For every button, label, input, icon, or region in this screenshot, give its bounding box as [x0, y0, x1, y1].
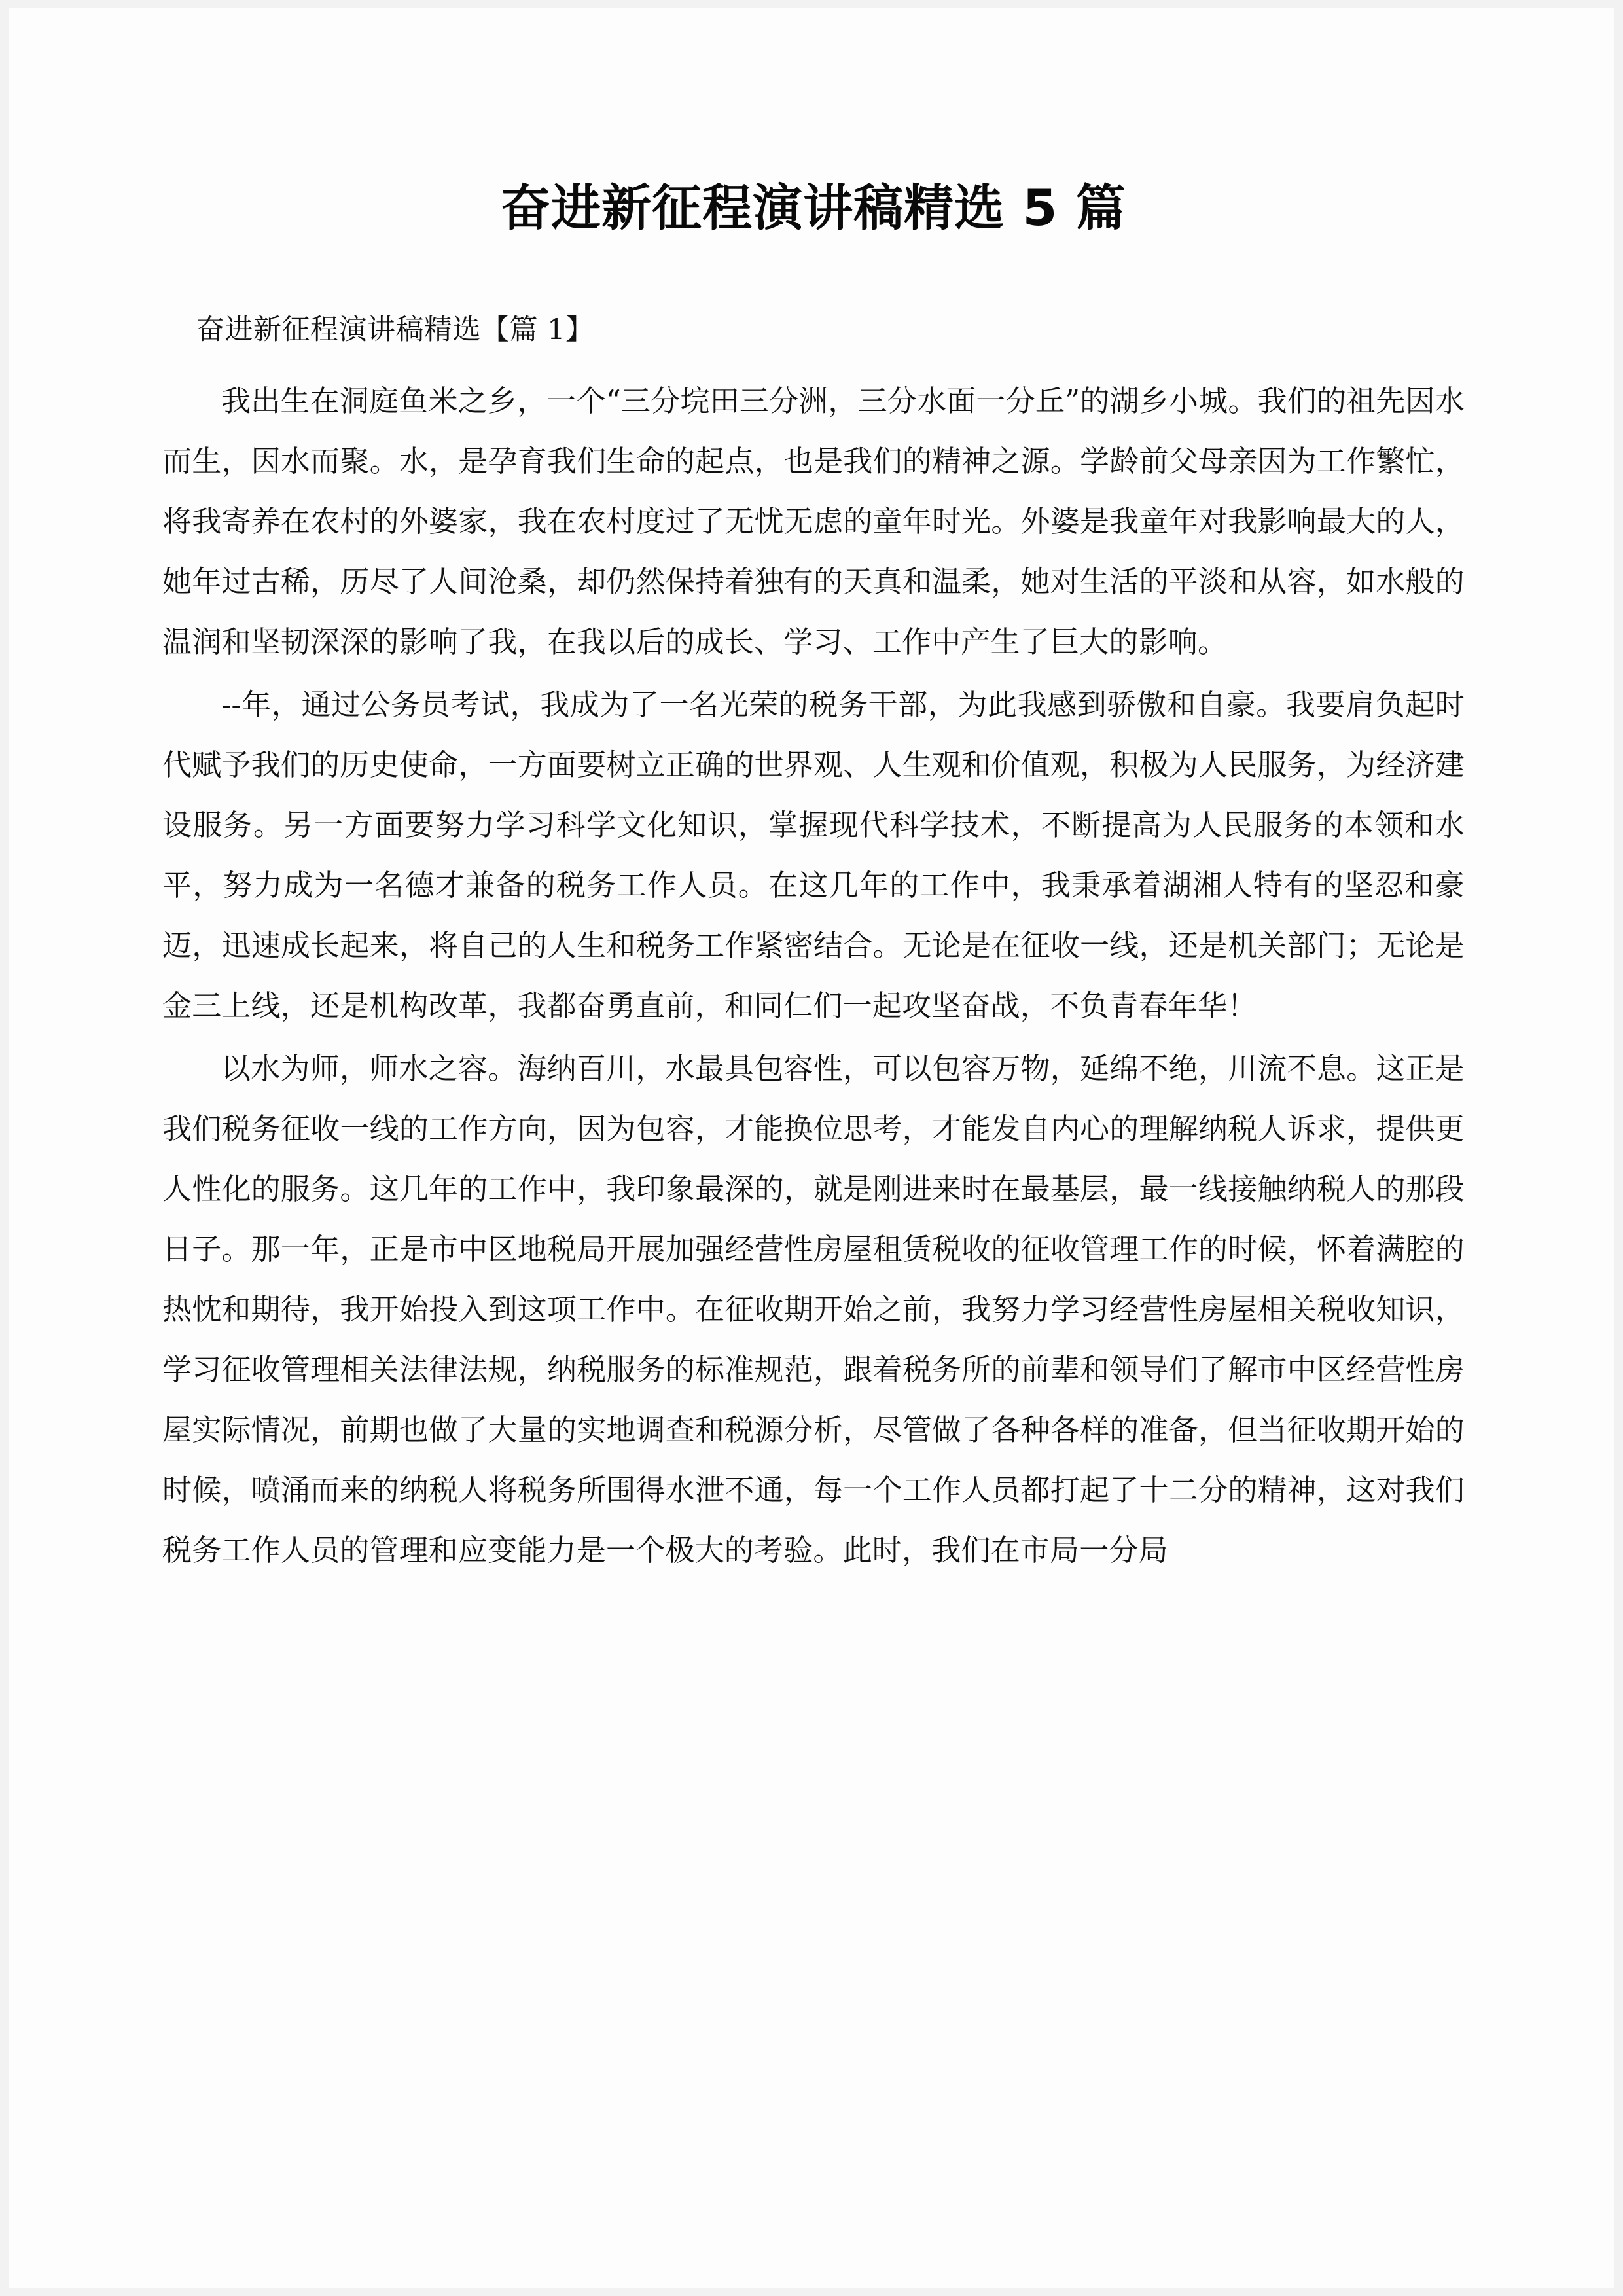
section-label: 奋进新征程演讲稿精选【篇 1】 [196, 313, 594, 346]
page-content [162, 0, 1465, 2296]
page-edge-right [1614, 0, 1623, 2296]
paragraph-1: 我出生在洞庭鱼米之乡，一个“三分垸田三分洲，三分水面一分丘”的湖乡小城。我们的祖先因水而生，因水而聚。水，是孕育我们生命的起点，也是我们的精神之源。学龄前父母亲因为工作繁忙，将我寄养在农村的外婆家，我在农村度过了无忧无虑的童年时光。外婆是我童年对我影响最大的人，她年过古稀，历尽了人间沧桑，却仍然保持着独有的天真和温柔，她对生活的平淡和从容，如水般的温润和坚韧深深的影响了我，在我以后的成长、学习、工作中产生了巨大的影响。 [162, 383, 1465, 659]
body-text [162, 349, 1465, 1581]
paragraph-2: --年，通过公务员考试，我成为了一名光荣的税务干部，为此我感到骄傲和自豪。我要肩负起时代赋予我们的历史使命，一方面要树立正确的世界观、人生观和价值观，积极为人民服务，为经济建设服务。另一方面要努力学习科学文化知识，掌握现代科学技术，不断提高为人民服务的本领和水平，努力成为一名德才兼备的税务工作人员。在这几年的工作中，我秉承着湖湘人特有的坚忍和豪迈，迅速成长起来，将自己的人生和税务工作紧密结合。无论是在征收一线，还是机关部门；无论是金三上线，还是机构改革，我都奋勇直前，和同仁们一起攻坚奋战，不负青春年华！ [162, 687, 1465, 1023]
page-edge-left [0, 0, 9, 2296]
paragraph-3: 以水为师，师水之容。海纳百川，水最具包容性，可以包容万物，延绵不绝，川流不息。这正是我们税务征收一线的工作方向，因为包容，才能换位思考，才能发自内心的理解纳税人诉求，提供更人性化的服务。这几年的工作中，我印象最深的，就是刚进来时在最基层，最一线接触纳税人的那段日子。那一年，正是市中区地税局开展加强经营性房屋租赁税收的征收管理工作的时候，怀着满腔的热忱和期待，我开始投入到这项工作中。在征收期开始之前，我努力学习经营性房屋相关税收知识，学习征收管理相关法律法规，纳税服务的标准规范，跟着税务所的前辈和领导们了解市中区经营性房屋实际情况，前期也做了大量的实地调查和税源分析，尽管做了各种各样的准备，但当征收期开始的时候，喷涌而来的纳税人将税务所围得水泄不通，每一个工作人员都打起了十二分的精神，这对我们税务工作人员的管理和应变能力是一个极大的考验。此时，我们在市局一分局 [162, 1050, 1465, 1568]
document-title: 奋进新征程演讲稿精选 5 篇 [501, 179, 1126, 237]
